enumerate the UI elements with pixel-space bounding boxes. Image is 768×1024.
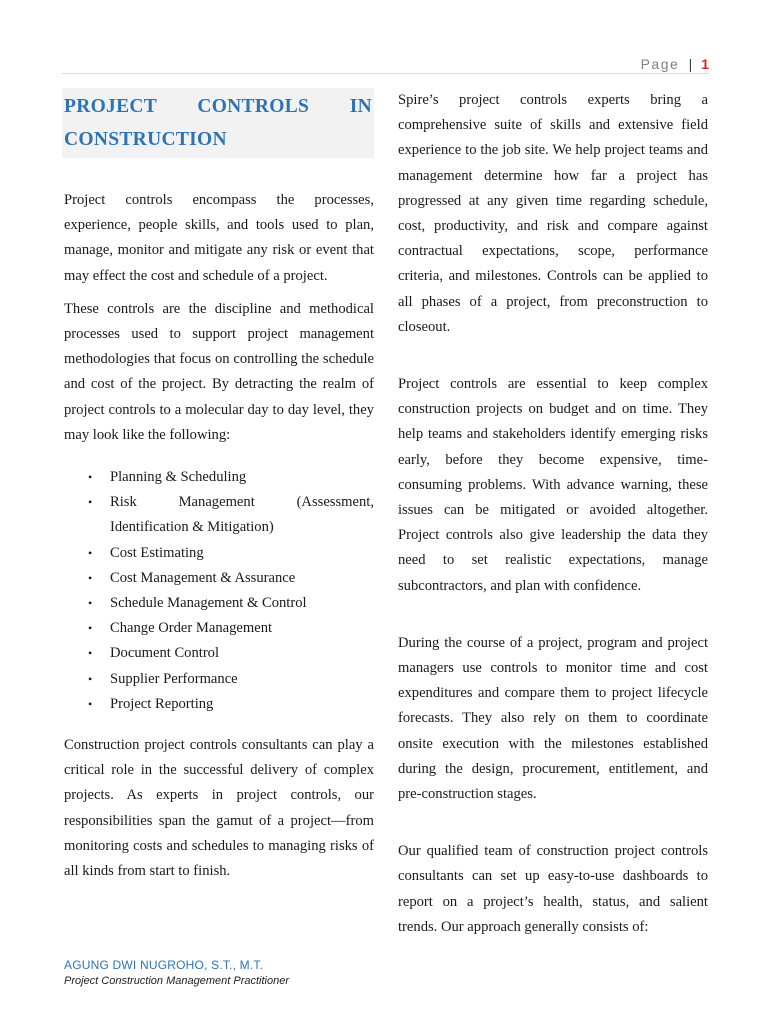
bullet-icon: •	[88, 570, 93, 585]
bullet-icon: •	[88, 495, 93, 510]
document-title: PROJECT CONTROLS IN CONSTRUCTION	[64, 96, 372, 150]
intro-paragraph: Project controls encompass the processes, experience, people skills, and tools used to plan, manage, monitor and mitigate any risk or event that may effect the cost and schedule of a project.	[64, 192, 374, 284]
bullet-icon: •	[88, 696, 93, 711]
controls-list	[64, 465, 374, 717]
bullet-icon: •	[88, 671, 93, 686]
list-item: • Supplier Performance	[64, 667, 374, 692]
list-item: • Schedule Management & Control	[64, 591, 374, 616]
bullet-icon: •	[88, 621, 93, 636]
bullet-icon: •	[88, 470, 93, 485]
list-item: • Cost Estimating	[64, 541, 374, 566]
consultants-paragraph: Construction project controls consultants can play a critical role in the successful delivery of complex projects. As experts in project controls, our responsibilities span the gamut of a project—from monitoring costs and schedules to managing risks of all kinds from start to finish.	[64, 737, 374, 880]
essential-paragraph: Project controls are essential to keep complex construction projects on budget and on time. They help teams and stakeholders identify emerging risks early, before they become expensive, time-consuming problems. With advance warning, these issues can be mitigated or avoided altogether. Project controls also give leadership the data they need to set realistic expectations, manage subcontractors, and plan with confidence.	[398, 376, 708, 594]
bullet-icon: •	[88, 646, 93, 661]
list-item: • Planning & Scheduling	[64, 465, 374, 490]
page-label: Page	[640, 56, 680, 72]
footer-role: Project Construction Management Practitioner	[64, 975, 289, 987]
right-column	[398, 88, 708, 940]
left-column	[64, 88, 374, 884]
footer	[64, 958, 289, 987]
list-item: • Change Order Management	[64, 616, 374, 641]
page-separator: |	[688, 56, 694, 72]
list-item: • Cost Management & Assurance	[64, 566, 374, 591]
page-number: 1	[701, 56, 709, 72]
team-paragraph: Our qualified team of construction project controls consultants can set up easy-to-use dashboards to report on a project’s health, status, and salient trends. Our approach generally consists of:	[398, 843, 708, 935]
title-box	[62, 88, 374, 158]
footer-author: AGUNG DWI NUGROHO, S.T., M.T.	[64, 958, 264, 972]
list-item: • Document Control	[64, 641, 374, 666]
controls-paragraph: These controls are the discipline and methodical processes used to support project management methodologies that focus on controlling the schedule and cost of the project. By detracting the realm of project controls to a molecular day to day level, they may look like the following:	[64, 300, 374, 443]
spire-paragraph: Spire’s project controls experts bring a comprehensive suite of skills and extensive field experience to the job site. We help project teams and management determine how far a project has progressed at any given time regarding schedule, cost, productivity, and risk and compare against contractual expectations, scope, performance criteria, and milestones. Controls can be applied to all phases of a project, from preconstruction to closeout.	[398, 92, 708, 335]
list-item: • Project Reporting	[64, 692, 374, 717]
bullet-icon: •	[88, 545, 93, 560]
page-header	[641, 56, 709, 72]
course-paragraph: During the course of a project, program and project managers use controls to monitor time and cost expenditures and compare them to project lifecycle forecasts. They also rely on them to coordinate onsite execution with the milestones established during the design, procurement, entitlement, and pre-construction stages.	[398, 634, 708, 803]
list-item: • Risk Management (Assessment, Identification & Mitigation)	[64, 490, 374, 540]
header-rule	[62, 73, 709, 74]
bullet-icon: •	[88, 596, 93, 611]
